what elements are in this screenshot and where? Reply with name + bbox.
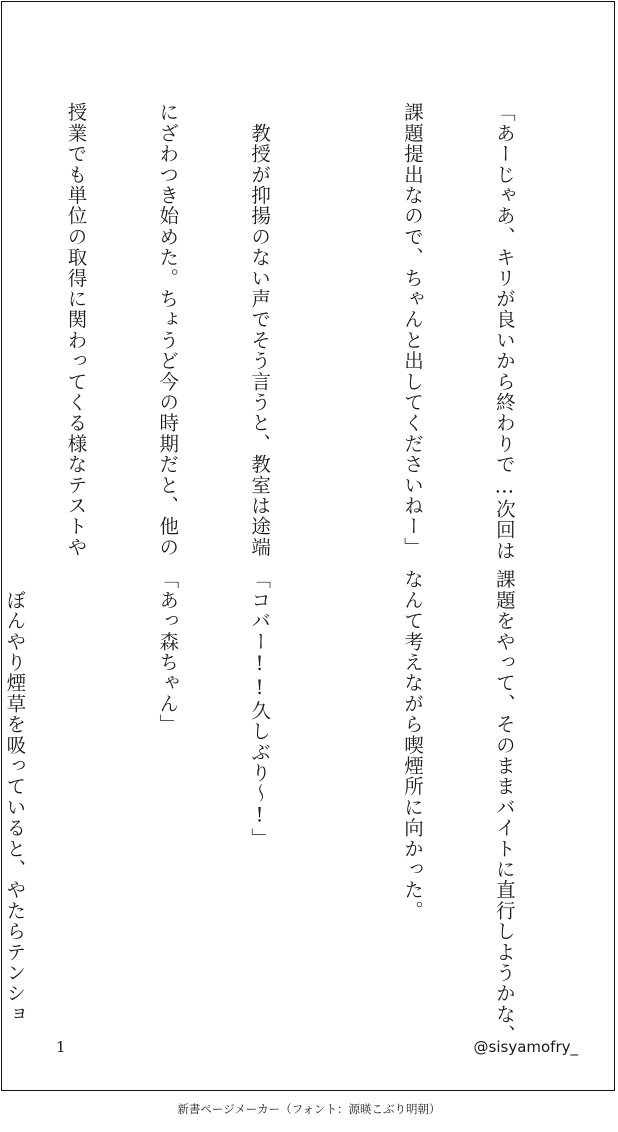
text-column: 「コバー!!久しぶり～!」 — [248, 569, 272, 849]
page-number: 1 — [56, 1038, 66, 1056]
text-column: なんて考えながら喫煙所に向かった。 — [401, 569, 425, 921]
text-column: にざわつき始めた。ちょうど今の時期だと、他の — [156, 102, 180, 558]
author-handle: @sisyamofry_ — [473, 1038, 578, 1056]
text-column: 「あっ森ちゃん」 — [156, 569, 180, 735]
bottom-text-block — [0, 569, 580, 1046]
text-column: 課題提出なので、ちゃんと出してくださいねー」 — [401, 102, 425, 558]
text-column: 授業でも単位の取得に関わってくる様なテストや — [64, 102, 88, 558]
book-page — [1, 1, 615, 1091]
text-column: 課題をやって、そのままバイトに直行しようかな、 — [492, 569, 516, 1046]
footer-caption: 新書ページメーカー（フォント：源暎こぶり明朝） — [177, 1102, 441, 1116]
text-column: 「あーじゃあ、キリが良いから終わりで…次回は — [492, 102, 516, 561]
top-text-block — [0, 102, 580, 561]
text-column: 教授が抑揚のない声でそう言うと、教室は途端 — [248, 102, 272, 558]
text-column: ぼんやり煙草を吸っていると、やたらテンショ — [3, 569, 27, 1025]
